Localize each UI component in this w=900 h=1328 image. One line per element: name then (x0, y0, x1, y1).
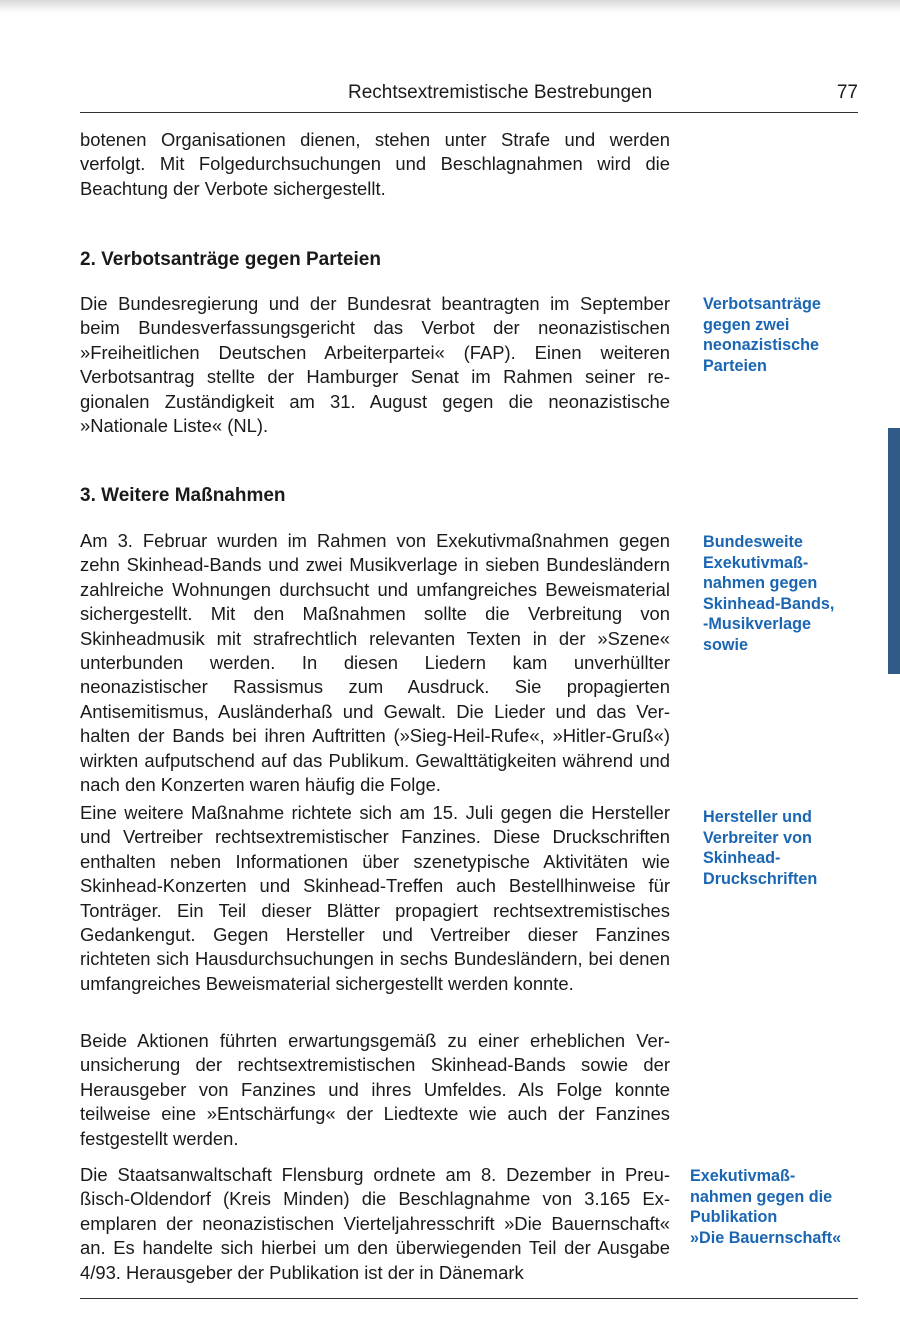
margin-note: Exekutivmaß- nahmen gegen die Publikation »Die Bauernschaft« (690, 1167, 842, 1247)
header-rule (80, 112, 858, 113)
section-heading-2: 2. Verbotsanträge gegen Parteien (80, 249, 381, 270)
body-paragraph: Am 3. Februar wurden im Rahmen von Exekutivmaßnahmen gegen zehn Skinhead-Bands und zwei Musikverlage in sieben Bundesländern zahlreiche Wohnungen durchsucht und umfangreiches Beweismaterial sichergestellt. Mit den Maßnahmen sollte die Verbreitung von Skinheadmusik mit strafrechtlich relevanten Texten in der »Szene« unterbunden werden. In diesen Liedern kam unverhüllter neonazistischer Rassismus zum Ausdruck. Sie propagierten Antisemitismus, Ausländerhaß und Gewalt. Die Lieder und das Verhalten der Bands bei ihren Auftritten (»Sieg-Heil-Rufe«, »Hitler-Gruß«) wirkten aufputschend auf das Publikum. Gewalttätigkeiten während und nach den Konzerten waren häufig die Folge. (80, 530, 670, 796)
running-header (80, 82, 858, 112)
body-paragraph: Die Bundesregierung und der Bundesrat beantragten im September beim Bundesverfassungsgericht das Verbot der neonazistischen »Freiheitlichen Deutschen Arbeiterpartei« (FAP). Einen weiteren Verbotsantrag stellte der Hamburger Senat im Rahmen seiner regionalen Zuständigkeit am 31. August gegen die neonazistische »Nationale Liste« (NL). (80, 293, 670, 437)
running-header-title: Rechtsextremistische Bestrebungen (348, 82, 653, 103)
margin-note: Bundesweite Exekutivmaß- nahmen gegen Skinhead-Bands, -Musikverlage sowie (703, 533, 835, 654)
margin-note: Verbotsanträge gegen zwei neonazistische Parteien (703, 295, 821, 375)
chapter-edge-marker (888, 428, 900, 674)
body-paragraph: Die Staatsanwaltschaft Flensburg ordnete am 8. Dezember in Preußisch-Oldendorf (Kreis Minden) die Beschlagnahme von 3.165 Exemplaren der neonazistischen Vierteljahresschrift »Die Bauernschaft« an. Es handelte sich hierbei um den überwiegenden Teil der Ausgabe 4/93. Herausgeber der Publikation ist der in Dänemark (80, 1164, 670, 1283)
section-heading-3: 3. Weitere Maßnahmen (80, 485, 286, 506)
margin-note: Hersteller und Verbreiter von Skinhead- Druckschriften (703, 808, 818, 888)
footer-rule (80, 1298, 858, 1299)
body-paragraph: Beide Aktionen führten erwartungsgemäß zu einer erheblichen Verunsicherung der rechtsextremistischen Skinhead-Bands sowie der Herausgeber von Fanzines und ihres Umfeldes. Als Folge konnte teilweise eine »Entschärfung« der Liedtexte wie auch der Fanzines festgestellt werden. (80, 1030, 670, 1149)
page-number: 77 (836, 82, 858, 103)
body-paragraph: Eine weitere Maßnahme richtete sich am 15. Juli gegen die Hersteller und Vertreiber rechtsextremistischer Fanzines. Diese Druckschriften enthalten neben Informationen über szenetypische Aktivitäten wie Skinhead-Konzerten und Skinhead-Treffen auch Bestellhinweise für Tonträger. Ein Teil dieser Blätter propagiert rechtsextremistisches Gedankengut. Gegen Hersteller und Vertreiber dieser Fanzines richteten sich Hausdurchsuchungen in sechs Bundesländern, bei denen umfangreiches Beweismaterial sichergestellt werden konnte. (80, 802, 670, 994)
page-top-edge (0, 0, 900, 14)
body-paragraph: botenen Organisationen dienen, stehen unter Strafe und werden verfolgt. Mit Folgedurchsuchungen und Beschlagnahmen wird die Beachtung der Verbote sichergestellt. (80, 129, 670, 199)
